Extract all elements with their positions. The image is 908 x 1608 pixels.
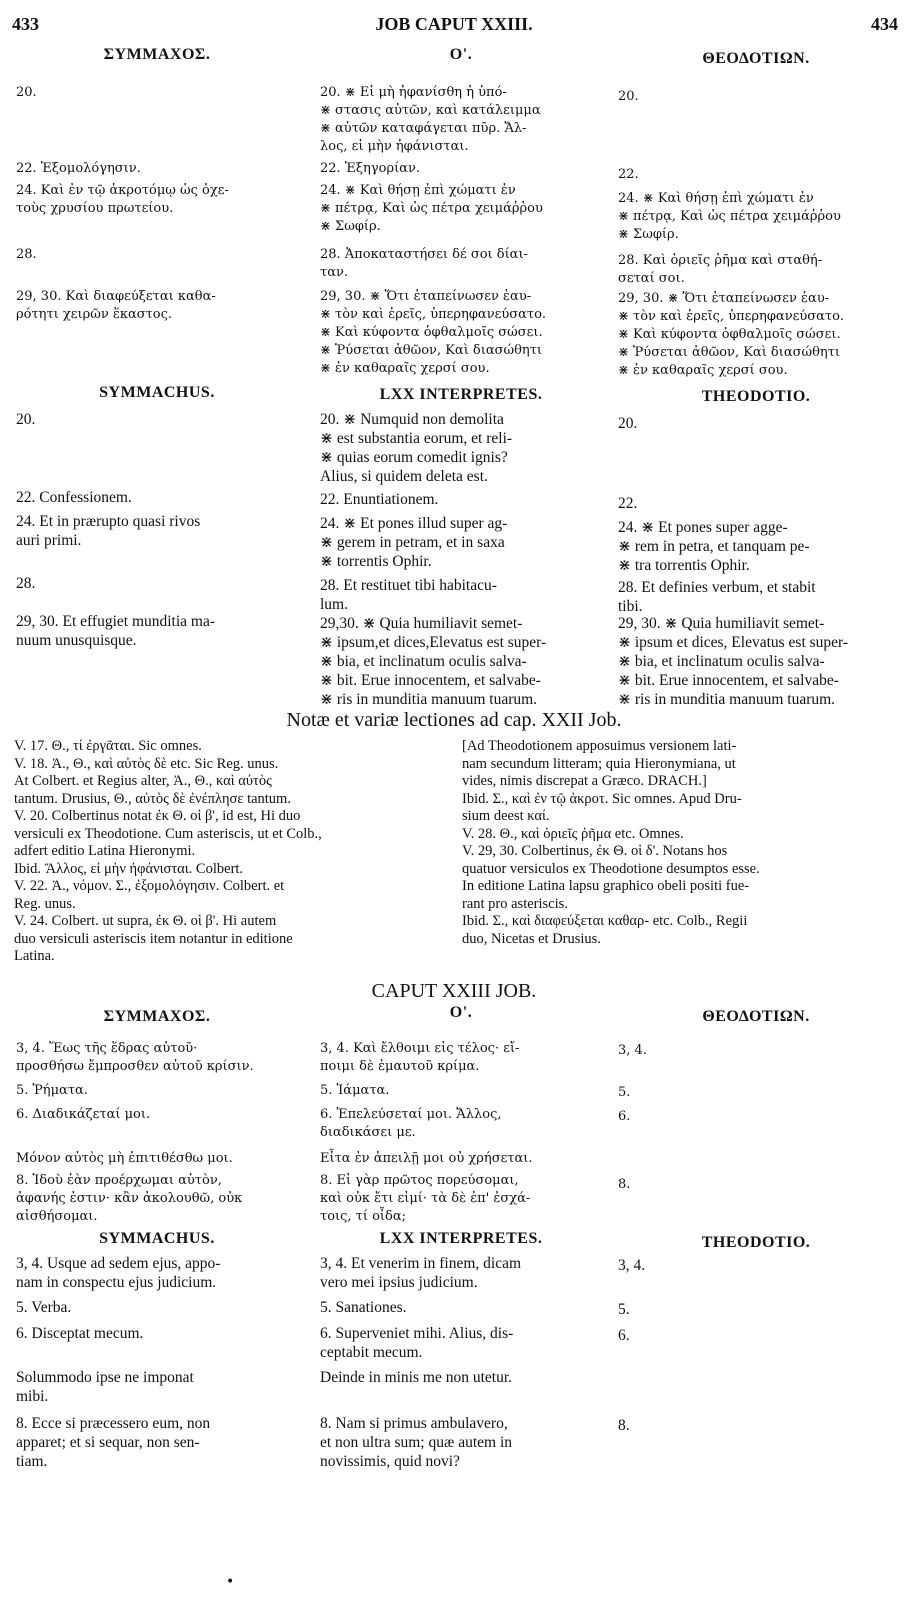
symmachus-gr-v24: 24. Καὶ ἐν τῷ ἀκροτόμῳ ὡς ὀχε- τοὺς χρυσίου πρωτείου.: [16, 183, 229, 216]
b-lxx-la-v8: 8. Nam si primus ambulavero, et non ultra sum; quæ autem in novissimis, quid novi?: [320, 1415, 513, 1470]
b-symmachus-gr-v3-4: 3, 4. Ἕως τῆς ἕδρας αὐτοῦ· προσθήσω ἔμπροσθεν αὐτοῦ κρίσιν.: [16, 1041, 254, 1074]
notes-right-column: [Ad Theodotionem apposuimus versionem lati- nam secundum litteram; quia Hieronymiana, ut vides, nimis discrepat a Græco. DRACH.] Ibid. Σ., καὶ ἐν τῷ ἀκροτ. Sic omnes. Apud Dru- sium deest καί. V. 28. Θ., καὶ ὁριεῖς ῥῆμα etc. Omnes. V. 29, 30. Colbertinus, ἐκ Θ. οἱ δ'. Notans hos quatuor versiculos ex Theodotione desumptos esse. In editione Latina lapsu graphico obeli positi fue- rant pro asteriscis. Ibid. Σ., καὶ διαφεύξεται καθαρ- etc. Colb., Regii duo, Nicetas et Drusius.: [462, 738, 760, 947]
symmachus-gr-v29-30: 29, 30. Καὶ διαφεύξεται καθα- ρότητι χειρῶν ἕκαστος.: [16, 289, 216, 322]
left-page-number: 433: [12, 14, 39, 34]
symmachus-greek-heading: ΣΥΜΜΑΧΟΣ.: [103, 46, 211, 63]
b-lxx-gr-line: Εἶτα ἐν ἀπειλῇ μοι οὐ χρήσεται.: [320, 1151, 533, 1166]
lxx-gr-v22: 22. Ἐξηγορίαν.: [320, 161, 420, 176]
b-theod-gr-v3-4: 3, 4.: [618, 1043, 647, 1058]
theod-gr-v20: 20.: [618, 89, 639, 104]
lxx-greek-heading: Ο'.: [449, 46, 473, 63]
lxx-latin-heading: LXX INTERPRETES.: [379, 386, 543, 403]
theod-la-v28: 28. Et definies verbum, et stabit tibi.: [618, 579, 816, 615]
b-symmachus-latin-heading: SYMMACHUS.: [99, 1230, 215, 1247]
symmachus-la-v20: 20.: [16, 411, 36, 428]
b-lxx-la-v3-4: 3, 4. Et venerim in finem, dicam vero mei ipsius judicium.: [320, 1255, 522, 1291]
theod-la-v20: 20.: [618, 415, 638, 432]
notes-left-column: V. 17. Θ., τί ἐργᾶται. Sic omnes. V. 18. Ἀ., Θ., καὶ αὐτὸς δὲ etc. Sic Reg. unus. At Colbert. et Regius alter, Ἀ., Θ., καὶ αὐτὸς tantum. Drusius, Θ., αὐτὸς δὲ ἐνέπλησε tantum. V. 20. Colbertinus notat ἐκ Θ. οἱ β', id est, Hi duo versiculi ex Theodotione. Cum asteriscis, ut et Colb., adfert editio Latina Hieronymi. Ibid. Ἄλλος, εἰ μὴν ἠφάνισται. Colbert. V. 22. Ἀ., νόμον. Σ., ἐξομολόγησιν. Colbert. et Reg. unus. V. 24. Colbert. ut supra, ἐκ Θ. οἱ β'. Hi autem duo versiculi asteriscis item notantur in editione Latina.: [14, 738, 322, 964]
symmachus-la-v22: 22. Confessionem.: [16, 489, 132, 506]
b-symmachus-la-line: Solummodo ipse ne imponat mibi.: [16, 1369, 194, 1405]
lxx-la-v29-30: 29,30. ⋇ Quia humiliavit semet- ⋇ ipsum,et dices,Elevatus est super- ⋇ bia, et inclinatum oculis salva- ⋇ bit. Erue innocentem, et salvabe- ⋇ ris in munditia manuum tuarum.: [320, 615, 547, 708]
b-lxx-gr-v6: 6. Ἐπελεύσεταί μοι. Ἄλλος, διαδικάσει με.: [320, 1107, 502, 1140]
theodotion-greek-heading: ΘΕΟΔΟΤΙΩΝ.: [702, 50, 810, 67]
b-theodotion-latin-heading: THEODOTIO.: [701, 1234, 811, 1251]
symmachus-gr-v22: 22. Ἐξομολόγησιν.: [16, 161, 141, 176]
b-lxx-latin-heading: LXX INTERPRETES.: [379, 1230, 543, 1247]
b-symmachus-gr-v5: 5. Ῥήματα.: [16, 1083, 88, 1098]
b-symmachus-gr-line: Μόνον αὐτὸς μὴ ἐπιτιθέσθω μοι.: [16, 1151, 233, 1166]
b-theod-la-v6: 6.: [618, 1327, 630, 1344]
b-theod-gr-v5: 5.: [618, 1085, 631, 1100]
theod-gr-v24: 24. ⋇ Καὶ θήσῃ ἐπὶ χώματι ἐν ⋇ πέτρᾳ, Καὶ ὡς πέτρα χειμάῤῥου ⋇ Σωφίρ.: [618, 191, 841, 242]
lxx-gr-v24: 24. ⋇ Καὶ θήσῃ ἐπὶ χώματι ἐν ⋇ πέτρᾳ, Καὶ ὡς πέτρα χειμάῤῥου ⋇ Σωφίρ.: [320, 183, 543, 234]
b-lxx-gr-v8: 8. Εἰ γὰρ πρῶτος πορεύσομαι, καὶ οὐκ ἔτι εἰμί· τὰ δὲ ἐπ' ἐσχά- τοις, τί οἶδα;: [320, 1173, 531, 1224]
page-dot: •: [226, 1574, 235, 1590]
symmachus-latin-heading: SYMMACHUS.: [99, 384, 215, 401]
b-theod-la-v8: 8.: [618, 1417, 630, 1434]
theod-gr-v29-30: 29, 30. ⋇ Ὅτι ἐταπείνωσεν ἑαυ- ⋇ τὸν καὶ ἐρεῖς, ὑπερηφανεύσατο. ⋇ Καὶ κύφοντα ὀφθαλμοῖς σώσει. ⋇ Ῥύσεται ἀθῶον, Καὶ διασώθητι ⋇ ἐν καθαραῖς χερσί σου.: [618, 291, 845, 378]
b-lxx-la-line: Deinde in minis me non utetur.: [320, 1369, 513, 1386]
theod-gr-v28: 28. Καὶ ὁριεῖς ῥῆμα καὶ σταθή- σεταί σοι.: [618, 253, 823, 286]
lxx-la-v22: 22. Enuntiationem.: [320, 491, 439, 508]
symmachus-la-v29-30: 29, 30. Et effugiet munditia ma- nuum unusquisque.: [16, 613, 216, 649]
symmachus-gr-v20: 20.: [16, 85, 37, 100]
b-theod-la-v3-4: 3, 4.: [618, 1257, 646, 1274]
symmachus-gr-v28: 28.: [16, 247, 37, 262]
b-theod-gr-v6: 6.: [618, 1109, 631, 1124]
b-lxx-la-v6: 6. Superveniet mihi. Alius, dis- ceptabit mecum.: [320, 1325, 514, 1361]
b-lxx-gr-v3-4: 3, 4. Καὶ ἔλθοιμι εἰς τέλος· εἴ- ποιμι δὲ ἐμαυτοῦ κρίμα.: [320, 1041, 520, 1074]
lxx-la-v20: 20. ⋇ Numquid non demolita ⋇ est substantia eorum, et reli- ⋇ quias eorum comedit ignis? Alius, si quidem deleta est.: [320, 411, 513, 485]
lxx-gr-v29-30: 29, 30. ⋇ Ὅτι ἐταπείνωσεν ἑαυ- ⋇ τὸν καὶ ἐρεῖς, ὑπερηφανεύσατο. ⋇ Καὶ κύφοντα ὀφθαλμοῖς σώσει. ⋇ Ῥύσεται ἀθῶον, Καὶ διασώθητι ⋇ ἐν καθαραῖς χερσί σου.: [320, 289, 547, 376]
b-symmachus-la-v5: 5. Verba.: [16, 1299, 72, 1316]
theod-la-v22: 22.: [618, 495, 638, 512]
theodotion-latin-heading: THEODOTIO.: [701, 388, 811, 405]
b-symmachus-la-v6: 6. Disceptat mecum.: [16, 1325, 144, 1342]
b-theodotion-greek-heading: ΘΕΟΔΟΤΙΩΝ.: [702, 1008, 810, 1025]
chapter-title: CAPUT XXIII JOB.: [371, 980, 537, 1002]
lxx-gr-v28: 28. Ἀποκαταστήσει δέ σοι δίαι- ταν.: [320, 247, 528, 280]
symmachus-la-v28: 28.: [16, 575, 36, 592]
notes-title: Notæ et variæ lectiones ad cap. XXII Job.: [286, 709, 622, 731]
b-symmachus-la-v3-4: 3, 4. Usque ad sedem ejus, appo- nam in conspectu ejus judicium.: [16, 1255, 221, 1291]
lxx-la-v24: 24. ⋇ Et pones illud super ag- ⋇ gerem in petram, et in saxa ⋇ torrentis Ophir.: [320, 515, 508, 570]
lxx-la-v28: 28. Et restituet tibi habitacu- lum.: [320, 577, 497, 613]
theod-la-v29-30: 29, 30. ⋇ Quia humiliavit semet- ⋇ ipsum et dices, Elevatus est super- ⋇ bia, et inclinatum oculis salva- ⋇ bit. Erue innocentem, et salvabe- ⋇ ris in munditia manuum tuarum.: [618, 615, 849, 708]
right-page-number: 434: [871, 14, 898, 34]
running-title: JOB CAPUT XXIII.: [375, 14, 533, 34]
b-symmachus-greek-heading: ΣΥΜΜΑΧΟΣ.: [103, 1008, 211, 1025]
b-theod-gr-v8: 8.: [618, 1177, 631, 1192]
b-lxx-greek-heading: Ο'.: [449, 1004, 473, 1021]
b-symmachus-gr-v6: 6. Διαδικάζεταί μοι.: [16, 1107, 151, 1122]
theod-la-v24: 24. ⋇ Et pones super agge- ⋇ rem in petra, et tanquam pe- ⋇ tra torrentis Ophir.: [618, 519, 810, 574]
theod-gr-v22: 22.: [618, 167, 639, 182]
b-lxx-la-v5: 5. Sanationes.: [320, 1299, 407, 1316]
symmachus-la-v24: 24. Et in prærupto quasi rivos auri primi.: [16, 513, 201, 549]
b-lxx-gr-v5: 5. Ἰάματα.: [320, 1083, 390, 1098]
b-symmachus-gr-v8: 8. Ἰδοὺ ἐὰν προέρχωμαι αὐτὸν, ἀφανής ἐστιν· κἂν ἀκολουθῶ, οὐκ αἰσθήσομαι.: [16, 1173, 243, 1224]
b-symmachus-la-v8: 8. Ecce si præcessero eum, non apparet; et si sequar, non sen- tiam.: [16, 1415, 211, 1470]
b-theod-la-v5: 5.: [618, 1301, 630, 1318]
lxx-gr-v20: 20. ⋇ Εἰ μὴ ἠφανίσθη ἡ ὑπό- ⋇ στασις αὐτῶν, καὶ κατάλειμμα ⋇ αὐτῶν καταφάγεται πῦρ. Ἄλ- λος, εἰ μὴν ἠφάνισται.: [320, 85, 541, 154]
